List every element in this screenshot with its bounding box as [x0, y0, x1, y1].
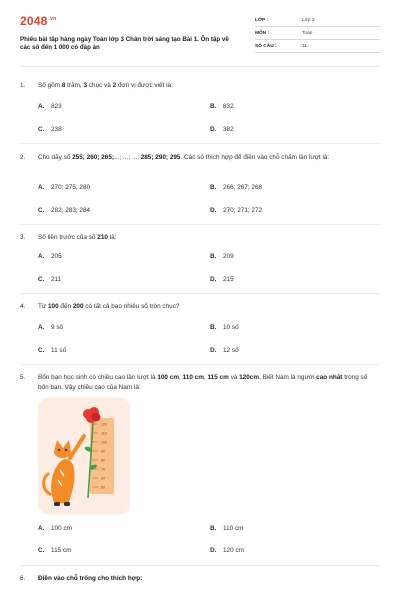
ruler-label: 120 — [101, 422, 107, 427]
question-divider — [20, 293, 380, 294]
site-logo[interactable]: $2048^{.vn}$ — [20, 14, 57, 28]
question-text-run: Cho dãy số — [38, 154, 73, 161]
question-text-run: , — [203, 374, 208, 381]
question-text-run: chục và — [87, 82, 113, 89]
page-title: Phiếu bài tập hàng ngày Toán lớp 3 Chân trời sáng tạo Bài 1. Ôn tập về các số đến 1 000 có đáp án — [20, 36, 229, 52]
meta-subject-label: MÔN : — [255, 31, 270, 36]
question-text-run: . Các số thích hợp để điền vào chỗ chấm lần lượt là: — [180, 154, 330, 161]
question-text-run: đến — [58, 303, 73, 310]
question-text-run: Số liền trước của số — [38, 234, 98, 241]
question-number: 6. — [20, 575, 26, 582]
question-text — [38, 153, 378, 163]
ruler-label: 110 — [101, 431, 107, 436]
option-d[interactable]: D. 12 số — [210, 347, 239, 354]
question-text-run: 285; 290; 295 — [140, 154, 181, 161]
question-text-run: Bốn bạn học sinh có chiều cao lần lượt là — [38, 374, 158, 381]
question-divider — [20, 364, 380, 365]
question-text-run: trong số bốn bạn. Vậy chiều cao của Nam là: — [38, 374, 368, 391]
question-text-run: Từ — [38, 303, 48, 310]
option-d[interactable]: D. 215 — [210, 276, 234, 283]
header-divider — [20, 66, 380, 67]
meta-grade — [255, 14, 380, 27]
meta-grade-label: LỚP : — [255, 18, 269, 23]
question-text — [38, 81, 378, 91]
meta-subject-value: Toán — [302, 31, 313, 36]
question-text-run: cao nhất — [316, 374, 343, 381]
question-text-run: 210 — [97, 234, 108, 241]
ruler-label: 60 — [101, 476, 105, 481]
question-number: 2. — [20, 154, 26, 161]
question-number: 1. — [20, 82, 26, 89]
option-a[interactable]: A. 100 cm — [38, 525, 72, 532]
question-text-run: 100 — [47, 303, 59, 310]
height-chart-icon — [90, 418, 114, 494]
option-d[interactable]: D. 270; 271; 272 — [210, 207, 263, 214]
question-number: 3. — [20, 234, 26, 241]
question-number: 5. — [20, 374, 26, 381]
option-a[interactable]: A. 9 số — [38, 324, 64, 331]
option-b[interactable]: B. 832 — [210, 103, 234, 110]
question-number: 4. — [20, 303, 26, 310]
option-c[interactable]: C. 11 số — [38, 347, 67, 354]
option-c[interactable]: C. 211 — [38, 276, 62, 283]
question-text-run: 255; 260; 265; — [72, 154, 115, 161]
option-c[interactable]: C. 238 — [38, 126, 62, 133]
question-text-run: 8 — [61, 82, 66, 89]
question-divider — [20, 565, 380, 566]
ruler-label: 70 — [101, 467, 105, 472]
question-text-run: , — [179, 374, 183, 381]
ruler-label: 80 — [101, 458, 105, 463]
question-text — [38, 302, 378, 312]
meta-grade-value: Lớp 3 — [302, 18, 315, 23]
question-text-run: 2 — [112, 82, 117, 89]
question-text-run: 110 cm — [182, 374, 204, 381]
question-text — [38, 233, 378, 243]
question-text-run: đơn vị được viết là: — [116, 82, 173, 89]
meta-count — [255, 40, 380, 53]
worksheet-meta — [255, 14, 380, 53]
question-text-run: có tất cả bao nhiêu số tròn chục? — [83, 303, 180, 310]
question-text-run: Điền vào chỗ trống cho thích hợp: — [38, 575, 143, 582]
option-b[interactable]: B. 110 cm — [210, 525, 244, 532]
question-text-run: 100 cm — [157, 374, 180, 381]
meta-subject — [255, 27, 380, 40]
question-text-run: ...; ...; ...; — [114, 154, 141, 161]
question-text-run: 200 — [72, 303, 84, 310]
meta-count-label: SỐ CÂU : — [255, 44, 277, 49]
option-b[interactable]: B. 10 số — [210, 324, 239, 331]
question-divider — [20, 143, 380, 144]
option-a[interactable]: A. 205 — [38, 253, 62, 260]
ruler-label: 90 — [101, 449, 105, 454]
meta-count-value: 11 — [302, 44, 307, 49]
question-text-run: và — [228, 374, 240, 381]
height-illustration — [38, 398, 130, 514]
option-d[interactable]: D. 120 cm — [210, 547, 244, 554]
question-text — [38, 574, 378, 584]
option-c[interactable]: C. 115 cm — [38, 547, 72, 554]
option-a[interactable]: A. 823 — [38, 103, 62, 110]
question-text-run: . Biết Nam là người — [259, 374, 317, 381]
question-text-run: 3 — [83, 82, 88, 89]
question-text — [38, 373, 378, 392]
option-c[interactable]: C. 282; 283; 284 — [38, 207, 91, 214]
option-b[interactable]: B. 266; 267; 268 — [210, 184, 263, 191]
option-a[interactable]: A. 270; 275; 280 — [38, 184, 91, 191]
ruler-label: 50 — [101, 485, 105, 490]
question-text-run: 120cm — [239, 374, 260, 381]
worksheet-header — [20, 14, 380, 60]
option-b[interactable]: B. 209 — [210, 253, 234, 260]
question-text-run: trăm, — [65, 82, 84, 89]
ruler-label: 100 — [101, 440, 107, 445]
question-text-run: là: — [107, 234, 117, 241]
question-text-run: 115 cm — [207, 374, 229, 381]
question-divider — [20, 224, 380, 225]
question-text-run: Số gồm — [38, 82, 62, 89]
option-d[interactable]: D. 382 — [210, 126, 234, 133]
